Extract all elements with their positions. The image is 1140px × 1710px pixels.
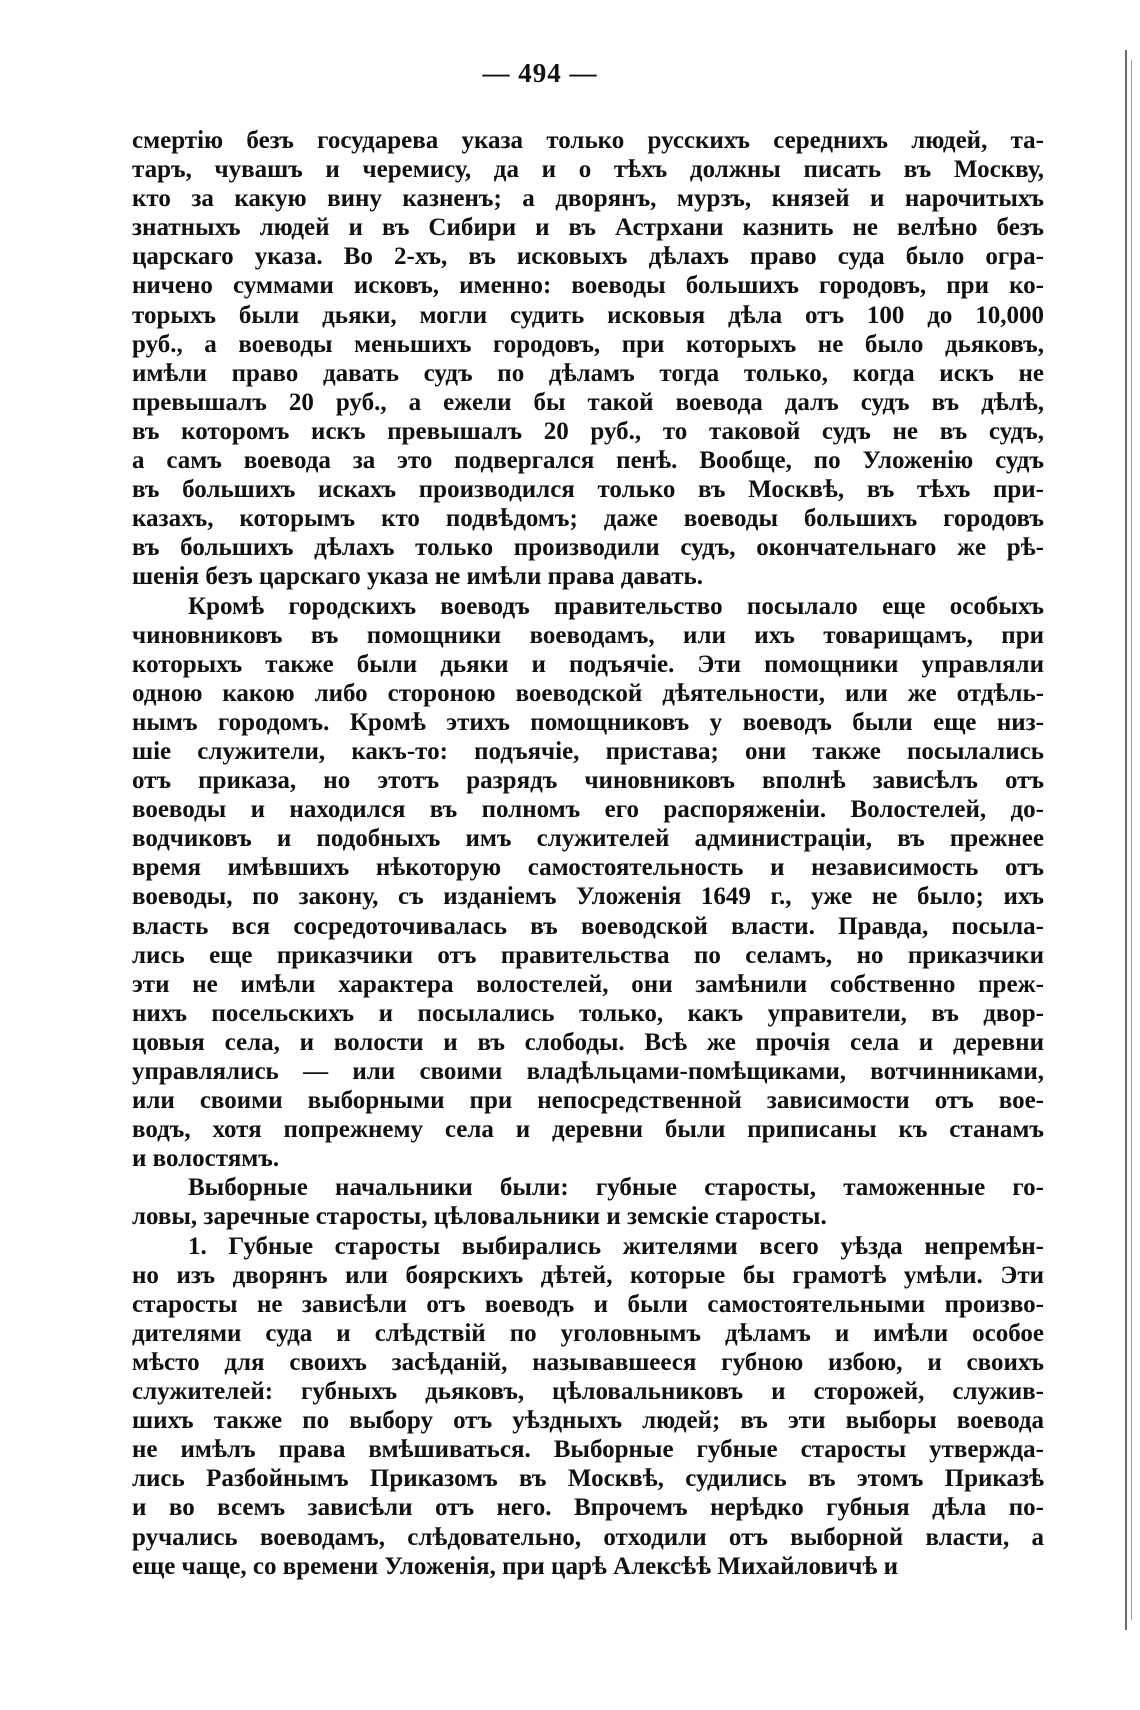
text-line: лись еще приказчики отъ правительства по селамъ, но приказчики [132, 941, 1044, 969]
text-line: и волостямъ. [132, 1145, 280, 1173]
text-line: чиновниковъ въ помощники воеводамъ, или ихъ товарищамъ, при [132, 621, 1044, 649]
text-line: нымъ городомъ. Кромѣ этихъ помощниковъ у воеводъ были еще низ- [132, 708, 1044, 736]
page-edge-line [1125, 50, 1127, 1630]
text-line: водъ, хотя попрежнему села и деревни были приписаны къ станамъ [132, 1116, 1044, 1144]
text-line: Выборные начальники были: губные старосты, таможенные го- [188, 1174, 1044, 1202]
text-line: или своими выборными при непосредственной зависимости отъ вое- [132, 1087, 1044, 1115]
text-line: смертію безъ государева указа только русскихъ середнихъ людей, та- [132, 127, 1044, 154]
text-line: одною какою либо стороною воеводской дѣятельности, или же отдѣль- [132, 679, 1044, 707]
page-number: — 494 — [482, 58, 598, 88]
paragraph [132, 1173, 1044, 1231]
text-line: воеводы и находился въ полномъ его распоряженіи. Волостелей, до- [132, 796, 1044, 824]
text-line: воеводы, по закону, съ изданіемъ Уложенія 1649 г., уже не было; ихъ [132, 883, 1044, 911]
text-line: еще чаще, со времени Уложенія, при царѣ Алексѣѣ Михайловичѣ и [132, 1552, 899, 1580]
text-line: старосты не зависѣли отъ воеводъ и были самостоятельными произво- [132, 1290, 1044, 1318]
page-text [132, 126, 1044, 1581]
text-line: которыхъ также были дьяки и подъячіе. Эти помощники управляли [132, 650, 1044, 678]
paragraph [132, 1232, 1044, 1581]
text-line: въ которомъ искъ превышалъ 20 руб., то таковой судъ не въ судъ, [132, 417, 1044, 445]
page-edge-line-inner [1131, 60, 1132, 1620]
text-line: шихъ также по выбору отъ уѣздныхъ людей; въ эти выборы воевода [132, 1407, 1044, 1435]
text-line: ловы, заречные старосты, цѣловальники и земскіе старосты. [132, 1203, 827, 1231]
text-line: а самъ воевода за это подвергался пенѣ. Вообще, по Уложенію судъ [132, 447, 1044, 475]
text-line: шенія безъ царскаго указа не имѣли права давать. [132, 563, 703, 591]
text-line: имѣли право давать судъ по дѣламъ тогда только, когда искъ не [132, 359, 1044, 387]
text-line: дителями суда и слѣдствій по уголовнымъ дѣламъ и имѣли особое [132, 1319, 1044, 1347]
text-line: мѣсто для своихъ засѣданій, называвшееся губною избою, и своихъ [132, 1348, 1044, 1376]
text-line: нихъ посельскихъ и посылались только, какъ управители, въ двор- [132, 999, 1044, 1027]
text-line: лись Разбойнымъ Приказомъ въ Москвѣ, судились въ этомъ Приказѣ [132, 1465, 1044, 1493]
text-line: ручались воеводамъ, слѣдовательно, отходили отъ выборной власти, а [132, 1523, 1044, 1551]
text-line: Кромѣ городскихъ воеводъ правительство посылало еще особыхъ [188, 592, 1044, 620]
text-line: въ большихъ искахъ производился только въ Москвѣ, въ тѣхъ при- [132, 476, 1044, 504]
text-line: но изъ дворянъ или боярскихъ дѣтей, которые бы грамотѣ умѣли. Эти [132, 1261, 1044, 1289]
text-line: отъ приказа, но этотъ разрядъ чиновниковъ вполнѣ зависѣлъ отъ [132, 767, 1044, 795]
text-line: служителей: губныхъ дьяковъ, цѣловальниковъ и сторожей, служив- [132, 1378, 1044, 1406]
text-line: власть вся сосредоточивалась въ воеводской власти. Правда, посыла- [132, 912, 1044, 940]
paragraph [132, 592, 1044, 1174]
text-line: управлялись — или своими владѣльцами-помѣщиками, вотчинниками, [132, 1058, 1044, 1085]
text-line: казахъ, которымъ кто подвѣдомъ; даже воеводы большихъ городовъ [132, 505, 1044, 533]
text-line: не имѣлъ права вмѣшиваться. Выборные губные старосты утвержда- [132, 1436, 1044, 1464]
text-line: шіе служители, какъ-то: подъячіе, пристава; они также посылались [132, 737, 1044, 765]
text-line: ничено суммами исковъ, именно: воеводы большихъ городовъ, при ко- [132, 272, 1044, 300]
text-line: время имѣвшихъ нѣкоторую самостоятельность и независимость отъ [132, 854, 1044, 882]
text-line: царскаго указа. Во 2-хъ, въ исковыхъ дѣлахъ право суда было огра- [132, 243, 1044, 271]
text-line: руб., а воеводы меньшихъ городовъ, при которыхъ не было дьяковъ, [132, 330, 1044, 358]
text-line: кто за какую вину казненъ; а дворянъ, мурзъ, князей и нарочитыхъ [132, 185, 1044, 213]
text-line: эти не имѣли характера волостелей, они замѣнили собственно преж- [132, 970, 1044, 998]
text-line: 1. Губные старосты выбирались жителями всего уѣзда непремѣн- [188, 1232, 1044, 1260]
text-line: знатныхъ людей и въ Сибири и въ Астрхани казнить не велѣно безъ [132, 214, 1044, 242]
text-line: въ большихъ дѣлахъ только производили судъ, окончательнаго же рѣ- [132, 534, 1044, 562]
text-line: водчиковъ и подобныхъ имъ служителей администраціи, въ прежнее [132, 825, 1044, 853]
text-line: таръ, чувашъ и черемису, да и о тѣхъ должны писать въ Москву, [132, 156, 1044, 184]
paragraph [132, 126, 1044, 592]
text-line: превышалъ 20 руб., а ежели бы такой воевода далъ судъ въ дѣлѣ, [132, 388, 1044, 416]
text-line: и во всемъ зависѣли отъ него. Впрочемъ нерѣдко губныя дѣла по- [132, 1494, 1044, 1522]
text-line: цовыя села, и волости и въ слободы. Всѣ же прочія села и деревни [132, 1028, 1044, 1056]
text-line: торыхъ были дьяки, могли судить исковыя дѣла отъ 100 до 10,000 [132, 301, 1044, 329]
